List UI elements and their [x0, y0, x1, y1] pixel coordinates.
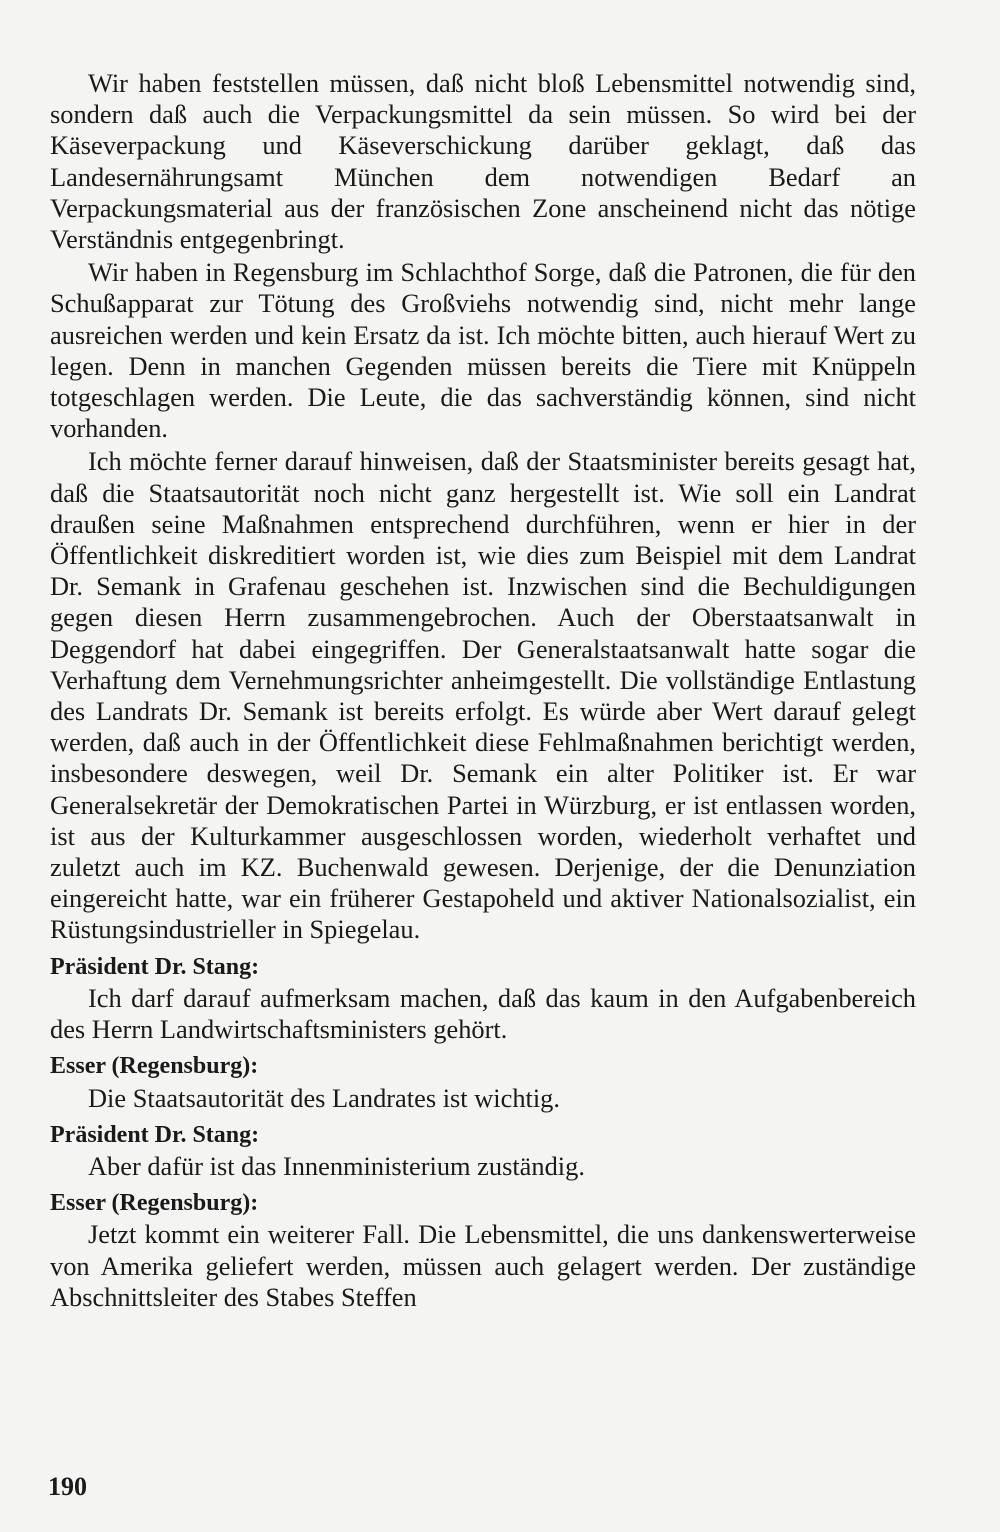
speaker-label: Präsident Dr. Stang: — [50, 953, 260, 980]
paragraph-slaughterhouse: Wir haben in Regensburg im Schlachthof Sorge, daß die Patronen, die für den Schußapparat zur Tötung des Großviehs notwendig sind, nicht mehr lange ausreichen werden und kein Ersatz da ist. Ich möchte bitten, auch hierauf Wert zu legen. Denn in manchen Gegenden müssen bereits die Tiere mit Knüppeln totgeschlagen werden. Die Leute, die das sachverständig können, sind nicht vorhanden. — [50, 257, 916, 444]
paragraph-state-authority: Ich möchte ferner darauf hinweisen, daß der Staatsminister bereits gesagt hat, daß die Staatsautorität noch nicht ganz hergestellt ist. Wie soll ein Landrat draußen seine Maßnahmen entsprechend durchführen, wenn er hier in der Öffentlichkeit diskreditiert worden ist, wie dies zum Beispiel mit dem Landrat Dr. Semank in Grafenau geschehen ist. Inzwischen sind die Bechuldigungen gegen diesen Herrn zusammengebrochen. Auch der Oberstaatsanwalt in Deggendorf hat dabei eingegriffen. Der Generalstaatsanwalt hatte sogar die Verhaftung dem Vernehmungsrichter anheimgestellt. Die vollständige Entlastung des Landrats Dr. Semank ist bereits erfolgt. Es würde aber Wert darauf gelegt werden, daß auch in der Öffentlichkeit diese Fehlmaßnahmen berichtigt werden, insbesondere deswegen, weil Dr. Semank ein alter Politiker ist. Er war Generalsekretär der Demokratischen Partei in Würzburg, er ist entlassen worden, ist aus der Kulturkammer ausgeschlossen worden, wiederholt verhaftet und zuletzt auch im KZ. Buchenwald gewesen. Derjenige, der die Denunziation eingereicht hatte, war ein früherer Gestapoheld und aktiver Nationalsozialist, ein Rüstungsindustrieller in Spiegelau. — [50, 446, 916, 945]
speech-text: Ich darf darauf aufmerksam machen, daß das kaum in den Aufgabenbereich des Herrn Landwirtschaftsministers gehört. — [50, 982, 916, 1045]
speaker-label: Präsident Dr. Stang: — [50, 1121, 260, 1148]
paragraph-packaging: Wir haben feststellen müssen, daß nicht bloß Lebensmittel notwendig sind, sondern daß auch die Verpackungsmittel da sein müssen. So wird bei der Käseverpackung und Käseverschickung darüber geklagt, daß das Landesernährungsamt München dem notwendigen Bedarf an Verpackungsmaterial aus der französischen Zone anscheinend nicht das nötige Verständnis entgegenbringt. — [50, 68, 916, 255]
document-page — [50, 68, 916, 1313]
page-number: 190 — [48, 1472, 87, 1501]
speech-text: Jetzt kommt ein weiterer Fall. Die Lebensmittel, die uns dankenswerterweise von Amerika geliefert werden, müssen auch gelagert werden. Der zuständige Abschnittsleiter des Stabes Steffen — [50, 1219, 916, 1312]
speaker-label: Esser (Regensburg): — [50, 1190, 259, 1217]
speech-text: Aber dafür ist das Innenministerium zuständig. — [88, 1150, 585, 1181]
speaker-label: Esser (Regensburg): — [50, 1053, 259, 1080]
speech-text: Die Staatsautorität des Landrates ist wichtig. — [88, 1082, 560, 1113]
